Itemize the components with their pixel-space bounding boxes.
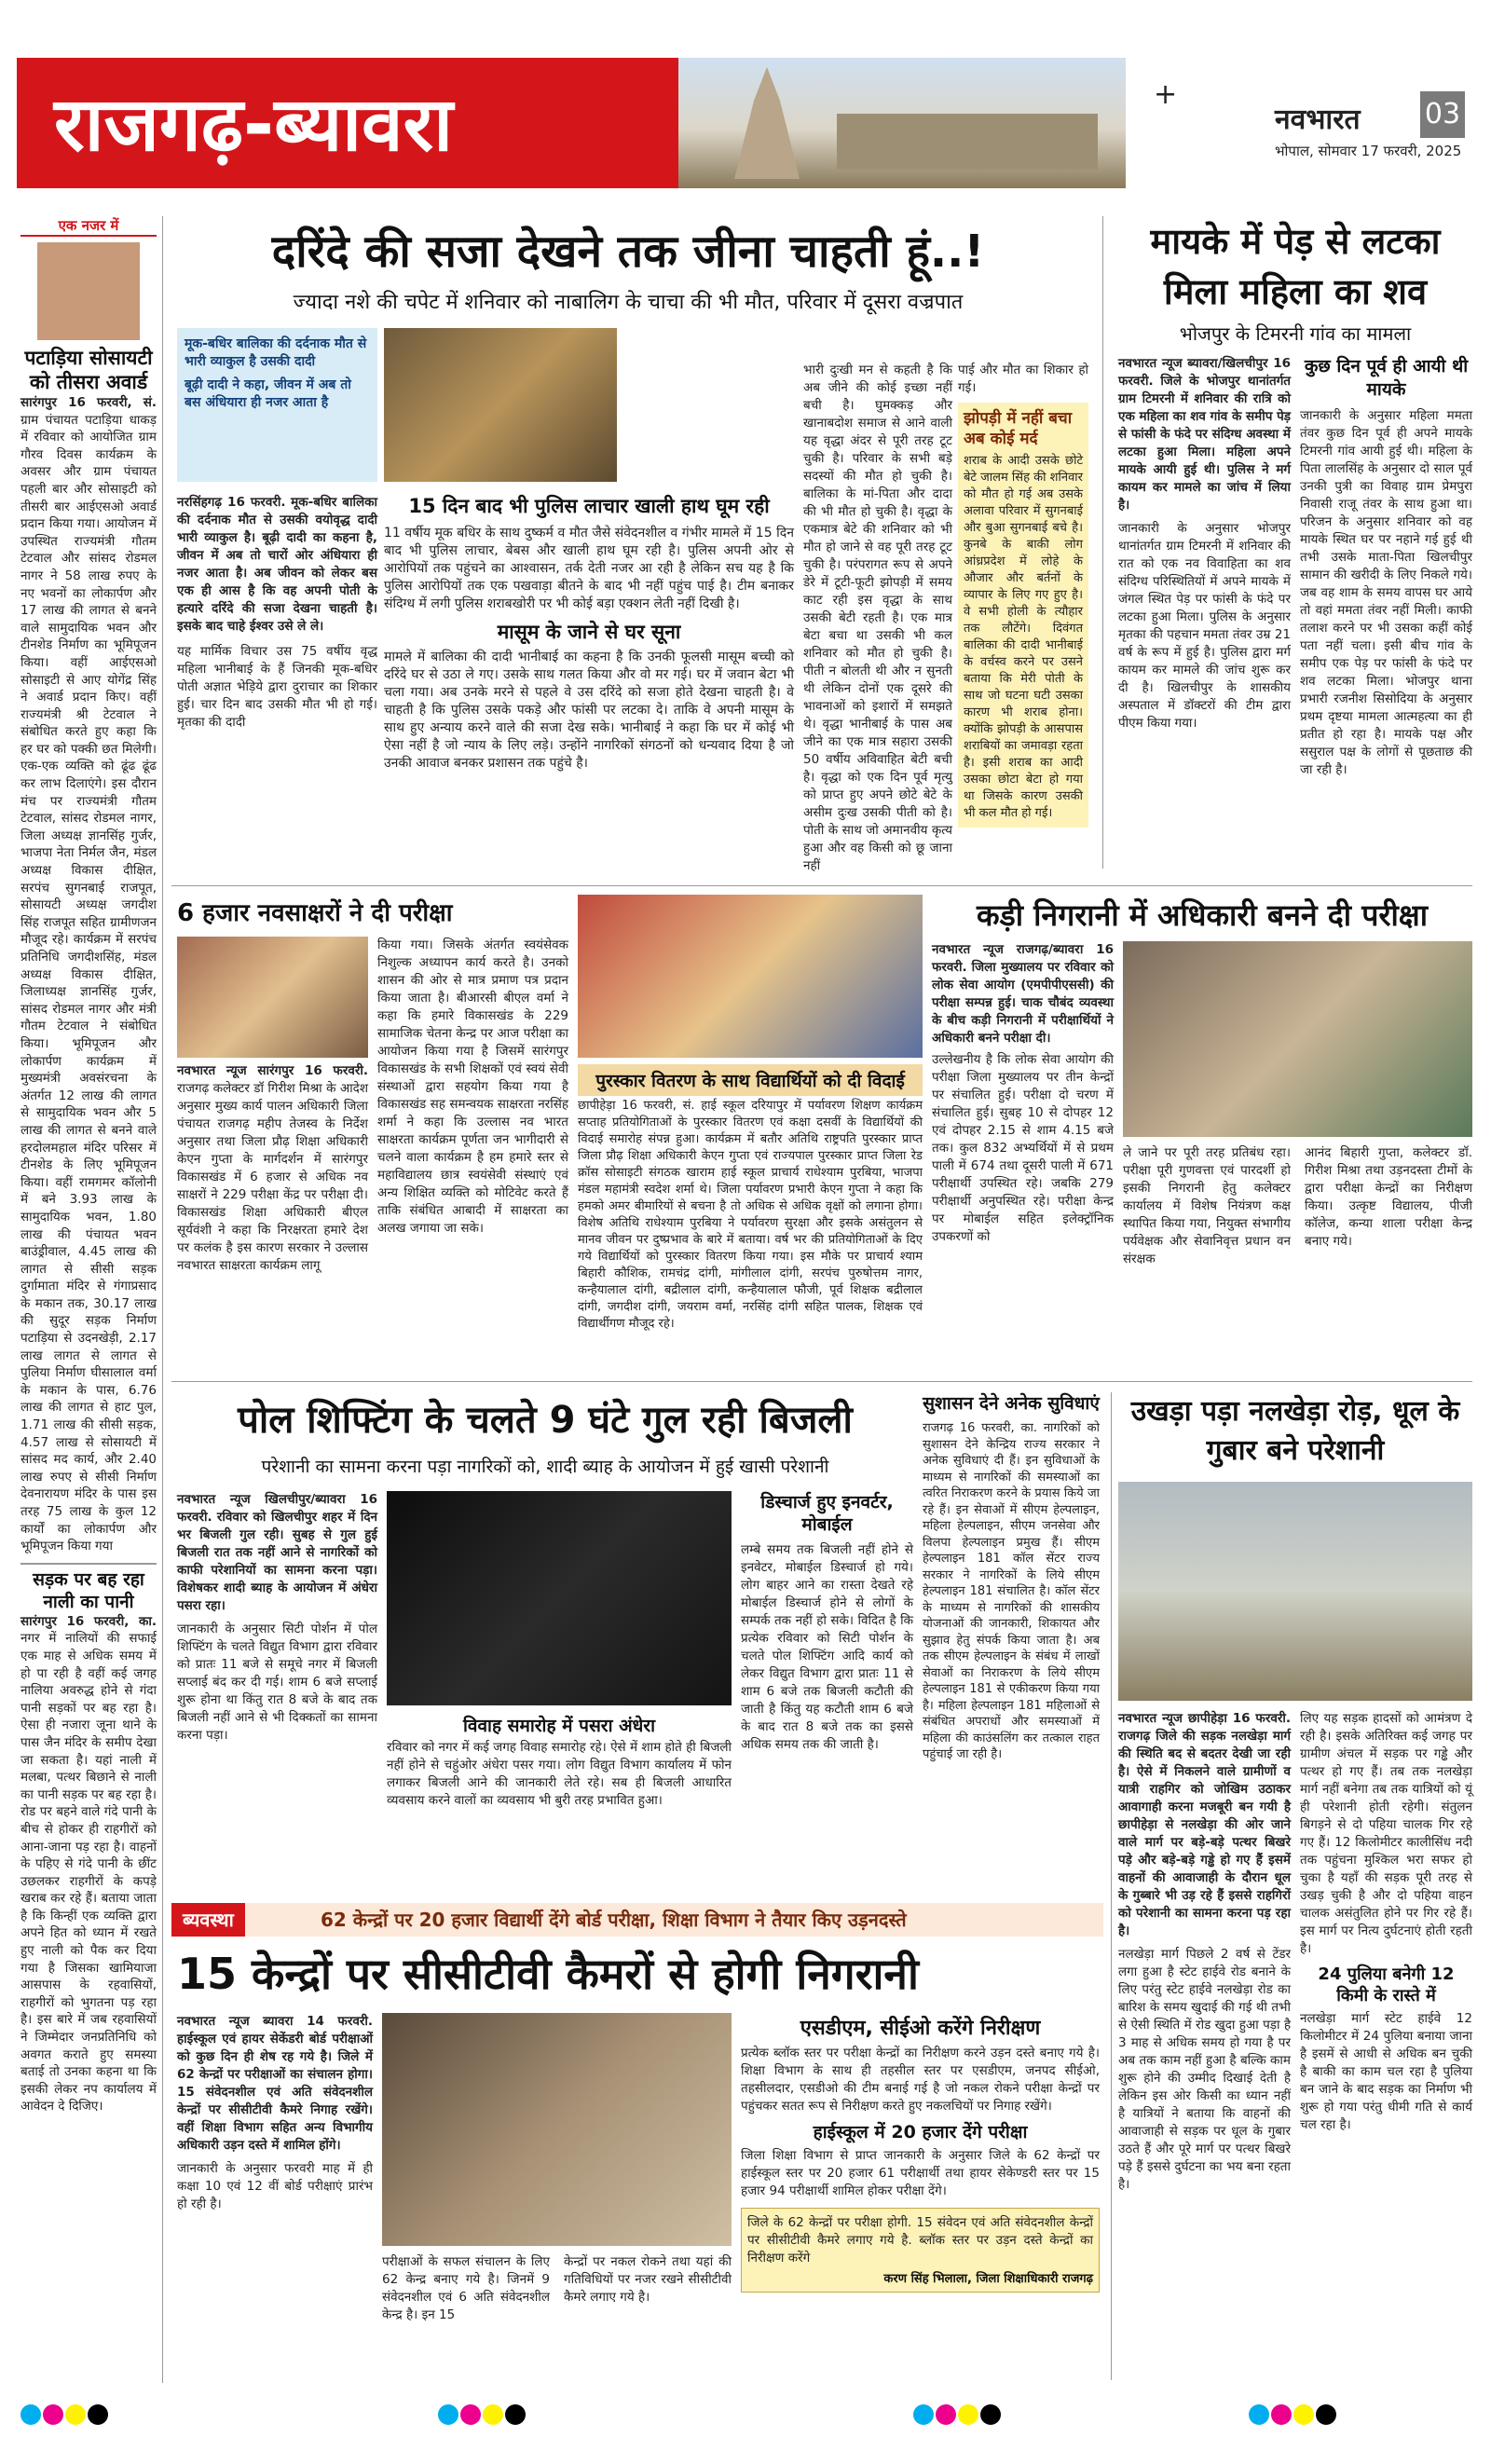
row-rule [171,885,1472,886]
board-kicker: 62 केन्द्रों पर 20 हजार विद्यार्थी देंगे बोर्ड परीक्षा, शिक्षा विभाग ने तैयार किए उड़नदस्ते [321,1909,907,1931]
power-side-head: डिस्चार्ज हुए इनवर्टर, मोबाईल [760,1492,894,1535]
left-sub-body: सारंगपुर 16 फरवरी, का. नगर में नालियों की सफाई एक माह से अधिक समय में हो पा रही है वहीं कई जगह नालिया अवरुद्ध होने से गंदा पानी सड़कों पर बह रहा है। ऐसा ही नजारा जूना थाने के पास जैन मंदिर के समीप देखा जा सकता है। यहां नाली में मलबा, पत्थर बिछाने से नाली का पानी सड़क पर बह रहा है। रोड पर बहने वाले गंदे पानी के बीच से होकर ही राहगीरों को आना-जाना पड़ रहा है। वाहनों के पहिए से गंदे पानी के छींट उछलकर राहगीरों के कपड़े खराब कर रहे हैं। बताया जाता है कि किन्हीं एक व्यक्ति द्वारा अपने हित को ध्यान में रखते हुए नाली को पैक कर दिया गया है जिसका खामियाजा आसपास के रहवासियों, राहगीरों को भुगतना पड़ रहा है। इस बारे में जब रहवासियों ने जिम्मेदार जनप्रतिनिधि को अवगत कराते हुए समस्या बताई तो उनका कहना था कि इसकी लेकर नप कार्यालय में आवेदन दे दिजिए। [21,1613,157,2115]
road-headline: उखड़ा पड़ा नलखेड़ा रोड़, धूल के गुबार बने परेशानी [1130,1395,1460,1467]
lead-sub1: 15 दिन बाद भी पुलिस लाचार खाली हाथ घूम रही [408,495,770,517]
column-rule [1102,216,1103,869]
left-headline: पटाड़िया सोसायटी को तीसरा अवार्ड [24,347,153,393]
board-headline: 15 केन्द्रों पर सीसीटीवी कैमरों से होगी निगरानी [177,1949,919,1999]
board-quote: जिले के 62 केन्द्रों पर परीक्षा होगी. 15 संवेदन एवं अति संवेदनशील केन्द्रों पर सीसीटीवी कैमरे लगाए गये है. ब्लॉक स्तर पर उड़न दस्ते केन्द्रों का निरीक्षण करेंगे करण सिंह भिलाला, जिला शिक्षाधिकारी राजगढ़ [741,2208,1100,2293]
color-registration-marks [438,2404,578,2429]
page-number: 03 [1420,91,1465,138]
power-photo [387,1491,732,1705]
power-col1: नवभारत न्यूज खिलचीपुर/ब्यावरा 16 फरवरी. रविवार को खिलचीपुर शहर में दिन भर बिजली गुल रही। सुबह से गुल हुई बिजली रात तक नहीं आने से नागरिकों को काफी परेशानियों का सामना करना पड़ा। विशेषकर शादी ब्याह के आयोजन में अंधेरा पसरा रहा। जानकारी के अनुसार सिटी पोर्शन में पोल शिफ्टिंग के चलते विद्युत विभाग द्वारा रविवार को प्रातः 11 बजे से समूचे नगर में बिजली सप्लाई बंद कर दी गई। शाम 6 बजे सप्लाई शुरू होना था किंतु रात 8 बजे के बाद तक बिजली नहीं आने से भी दिक्कतों का सामना करना पड़ा। [177,1492,377,1743]
color-registration-marks [1249,2404,1388,2429]
left-column [21,216,157,2115]
board-tag: ब्यवस्था [171,1903,245,1937]
officer-col2: ले जाने पर पूरी तरह प्रतिबंध रहा। परीक्षा पूरी गुणवत्ता एवं पारदर्शी हो इसकी निगरानी हेतु कलेक्टर कार्यालय में विशेष नियंत्रण कक्ष स्थापित किया गया, नियुक्त संभागीय पर्यवेक्षक और सेवानिवृत्त प्रधान वन संरक्षक [1123,1145,1291,1266]
color-registration-marks [913,2404,1053,2429]
lead-yellow-box: झोपड़ी में नहीं बचा अब कोई मर्द शराब के आदी उसके छोटे बेटे जालम सिंह की शनिवार को मौत हो गई अब उसके अलावा परिवार में सुगनबाई और बुआ सुगनबाई बचे है। कुनबे के बाकी लोग आंध्रप्रदेश में लोहे के औजार और बर्तनों के व्यापार के लिए गए हुए है। वे सभी होली के त्यौहार तक लौटेंगे। दिवंगत बालिका की दादी भानीबाई के वर्चस्व करने पर उसने बताया कि मेरी पोती के साथ जो घटना घटी उसका कारण भी शराब होना। क्योंकि झोपड़ी के आसपास शराबियों का जमावड़ा रहता है। इसी शराब का आदी उसका छोटा बेटा हो गया था जिसके कारण उसकी भी कल मौत हो गई। [958,403,1088,828]
lead-sub2: मासूम के जाने से घर सूना [497,621,681,643]
right-top-deck: भोजपुर के टिमरनी गांव का मामला [1179,322,1412,345]
officer-headline: कड़ी निगरानी में अधिकारी बनने दी परीक्षा [977,897,1428,933]
section-title: राजगढ़-ब्यावरा [54,81,453,168]
board-kicker-bar [171,1903,1103,1937]
board-col1: नवभारत न्यूज ब्यावरा 14 फरवरी. हाईस्कूल एवं हायर सेकेंडरी बोर्ड परीक्षाओं को कुछ दिन ही शेष रह गये है। जिले में 62 केन्द्रों पर परीक्षाओं का संचालन होगा। 15 संवेदनशील एवं अति संवेदनशील केन्द्रों पर सीसीटीवी कैमरे निगाह रखेंगे। वहीं शिक्षा विभाग सहित अन्य विभागीय अधिकारी उड़न दस्ते में शामिल होंगे। जानकारी के अनुसार फरवरी माह में ही कक्षा 10 एवं 12 वीं बोर्ड परीक्षाएं प्रारंभ हो रही है। [177,2014,373,2211]
board-col2: परीक्षाओं के सफल संचालन के लिए 62 केन्द्र बनाए गये है। जिनमें 9 संवेदनशील एवं 6 अति संवेदनशील केन्द्र है। इन 15 [382,2254,550,2322]
power-caption: विवाह समारोह में पसरा अंधेरा [462,1716,655,1736]
power-side: डिस्चार्ज हुए इनवर्टर, मोबाईल लम्बे समय तक बिजली नहीं होने से इनवेटर, मोबाईल डिस्चार्ज हो गये। लोग बाहर आने का रास्ता देखते रहे मोबाईल डिस्चार्ज होने से लोगों के सम्पर्क तक नहीं हो सके। विदित है कि प्रत्येक रविवार को सिटी पोर्शन के चलते पोल शिफ्टिंग आदि कार्य को लेकर विद्युत विभाग द्वारा प्रातः 11 से शाम 6 बजे तक बिजली कटौती की जाती है किंतु यह कटौती शाम 6 बजे के बाद रात 8 बजे तक का इससे अधिक समय तक की जाती है। [741,1492,913,1752]
literacy-col2: किया गया। जिसके अंतर्गत स्वयंसेवक निशुल्क अध्यापन कार्य करते है। उनको शासन की ओर से मात्र प्रमाण पत्र प्रदान किया जाता है। बीआरसी बीएल वर्मा ने कहा कि हमारे विकासखंड के 229 सामाजिक चेतना केन्द्र पर आज परीक्षा का आयोजन किया गया है जिसमें सारंगपुर विकासखंड के सभी शिक्षकों एवं स्वयं सेवी संस्थाओं द्वारा सहयोग किया गया है विकासखंड सह समन्वयक साक्षरता नरसिंह शर्मा ने कहा कि उल्लास नव भारत साक्षरता कार्यक्रम पूर्णता जन भागीदारी से चलने वाला कार्यक्रम है हम हमारे स्तर से महाविद्यालय छात्र स्वयंसेवी संस्थाएं एवं अन्य शिक्षित व्यक्ति को मोटिवेट करते हैं ताकि संबंधित आबादी में साक्षरता का अलख जगाया जा सके। [377,938,568,1236]
power-headline: पोल शिफ्टिंग के चलते 9 घंटे गुल रही बिजली [238,1399,853,1442]
officer-col3: आनंद बिहारी गुप्ता, कलेक्टर डॉ. गिरीश मिश्रा तथा उड़नदस्ता टीमों के द्वारा परीक्षा केन्द्रों का निरीक्षण किया। उत्कृष्ट विद्यालय, पीजी कॉलेज, कन्या शाला परीक्षा केन्द्र बनाए गये। [1305,1145,1472,1249]
column-tag: एक नजर में [21,216,157,237]
literacy-headline: 6 हजार नवसाक्षरों ने दी परीक्षा [177,899,453,927]
prize-headline: पुरस्कार वितरण के साथ विद्यार्थियों को दी विदाई [578,1064,923,1096]
crop-mark-icon: + [1154,78,1178,111]
road-col2: लिए यह सड़क हादसों को आमंत्रण दे रही है। इसके अतिरिक्त कई जगह पर ग्रामीण अंचल में सड़क पर गड्ढे और पत्थर हो गए हैं। तब तक नलखेड़ा मार्ग नहीं बनेगा तब तक यात्रियों को यूं ही परेशानी होती रहेगी। संतुलन बिगड़ने से दो पहिया चालक गिर रहे गए हैं। 12 किलोमीटर कालीसिंध नदी तक पहुंचना मुश्किल भरा सफर हो चुका है यहाँ की सड़क पूरी तरह से उखड़ चुकी है और दो पहिया वाहन चालक असंतुलित होने पर गिर रहे हैं। इस मार्ग पर नित्य दुर्घटनाएं होती रहती है। 24 पुलिया बनेगी 12 किमी के रास्ते में नलखेड़ा मार्ग स्टेट हाईवे 12 किलोमीटर में 24 पुलिया बनाया जाना है इसमें से आधी से अधिक बन चुकी है बाकी का काम चल रहा है पुलिया बन जाने के बाद सड़क का निर्माण भी शुरू हो गया परंतु धीमी गति से कार्य चल रहा है। [1300,1711,1472,2132]
lead-photo [384,328,617,482]
lead-col3: भारी दुःखी मन से कहती है कि अब जीने की कोई इच्छा नहीं बची है। घुमक्कड़ और खानाबदोश समाज से आने वाली यह वृद्धा अंदर से पूरी तरह टूट चुकी है। परिवार के सभी बड़े सदस्यों की मौत हो चुकी है। बालिका के मां-पिता और दादा की भी मौत हो चुकी है। वृद्धा के एकमात्र बेटे की शनिवार को भी मौत हो जाने से वह पूरी तरह टूट चुकी है। परंपरागत रूप से अपने डेरे में टूटी-फूटी झोपड़ी में समय काट रही इस वृद्धा के साथ उसकी बेटी रहती है। एक मात्र बेटा बचा था उसकी भी कल शनिवार को मौत हो चुकी है। पीती न बोलती थी और न सुनती थी लेकिन दोनों एक दूसरे की भावनाओं को इशारों में समझते थे। वृद्धा भानीबाई के पास अब जीने का एक मात्र सहारा उसकी 50 वर्षीय अविवाहित बेटी बची है। वृद्धा को एक दिन पूर्व मृत्यु को प्राप्त हुए अपने छोटे बेटे के असीम दुःख उसकी पीती को है। पोती के साथ जो अमानवीय कृत्य हुआ और वह किसी को छू जाना नहीं [803,363,952,873]
lead-col2: 15 दिन बाद भी पुलिस लाचार खाली हाथ घूम रही 11 वर्षीय मूक बधिर के साथ दुष्कर्म व मौत जैसे संवेदनशील व गंभीर मामले में 15 दिन बाद भी पुलिस लाचार, बेबस और खाली हाथ घूम रही है। पुलिस अपनी ओर से आरोपियों तक पहुंचने का आश्वासन, तर्क देती नजर आ रही है लेकिन सच यह है कि पुलिस आरोपियों तक एक पखवाड़ा बीतने के बाद भी नहीं पहुंच पाई है। टीम बनाकर संदिग्ध में लगी पुलिस शराबखोरी पर भी कोई बड़ा एक्शन लेती नहीं दिखी है। मासूम के जाने से घर सूना मामले में बालिका की दादी भानीबाई का कहना है कि उनकी फूलसी मासूम बच्ची को दरिंदे घर से उठा ले गए। उसके साथ गलत किया और वो मर गई। घर में जवान बेटा भी चला गया। अब उनके मरने से पहले वे उस दरिंदे को सजा होते देखना चाहती है। वे चाहती है कि पुलिस उसके पकड़े और फांसी पर लटका दे। ताकि वे अपनी मासूम के साथ हुए अन्याय करने वाले की सजा देख सके। भानीबाई ने कहा कि घर में कोई भी ऐसा नहीं है जो न्याय के लिए लड़े। उन्होंने नागरिकों संगठनों को धन्यवाद दिया है जो उनकी आवाज बनकर प्रशासन तक पहुंचे है। [384,495,794,771]
right-top-story: मायके में पेड़ से लटका मिला महिला का शव भोजपुर के टिमरनी गांव का मामला नवभारत न्यूज ब्यावरा/खिलचीपुर 16 फरवरी. जिले के भोजपुर थानांतर्गत ग्राम टिमरनी में शनिवार की रात्रि को एक महिला का शव गांव के समीप पेड़ से फांसी के फंदे पर संदिग्ध अवस्था में लटका हुआ मिला। महिला अपने मायके आयी हुई थी। पुलिस ने मर्ग कायम कर मामले का जांच में लिया है। जानकारी के अनुसार भोजपुर थानांतर्गत ग्राम टिमरनी में शनिवार की रात को एक नव विवाहिता का शव संदिग्ध परिस्थितियों में अपने मायके में जंगल स्थित पेड़ पर फांसी के फंदे पर लटका हुआ मिला। पुलिस के अनुसार मृतका की पहचान ममता तंवर उम्र 21 वर्ष के रूप में हुई है। पुलिस द्वारा मर्ग कायम कर मामले की जांच शुरू कर दी है। खिलचीपुर के शासकीय अस्पताल में डॉक्टरों की टीम द्वारा पीएम किया गया। कुछ दिन पूर्व ही आयी थी मायके जानकारी के अनुसार महिला ममता तंवर कुछ दिन पूर्व ही अपने मायके टिमरनी गांव आयी हुई थी। महिला के पिता लालसिंह के अनुसार दो साल पूर्व उनकी पुत्री का विवाह ग्राम प्रेमपुरा निवासी राजू तंवर के साथ हुआ था। परिजन के अनुसार शनिवार को वह मायके स्थित घर पर नहाने गई हुई थी तभी उसके माता-पिता खिलचीपुर सामान की खरीदी के लिए निकले गये। जब वह शाम के समय वापस घर आये तो वहां ममता तंवर नहीं मिली। काफी तलाश करने पर भी उसका कहीं कोई पता नहीं चला। इसी बीच गांव के समीप एक पेड़ पर फांसी के फंदे पर शव लटका मिला। भोजपुर थाना प्रभारी रजनीश सिसोदिया के अनुसार प्रथम दृष्टया मामला आत्महत्या का ही प्रतीत हो रहा है। मायके पक्ष और ससुराल पक्ष के लोगों से पूछताछ की जा रही है। [1118,216,1472,779]
column-rule [162,216,163,2383]
board-sub: हाईस्कूल में 20 हजार देंगे परीक्षा [813,2122,1028,2142]
facility-headline: सुशासन देने अनेक सुविधाएं [923,1393,1100,1414]
brand-name: नवभारत [1275,103,1361,136]
left-body: सारंगपुर 16 फरवरी, सं. ग्राम पंचायत पटाड़िया धाकड़ में रविवार को आयोजित ग्राम गौरव दिवस कार्यक्रम के अवसर और ग्राम पंचायत पहली बार और सोसाइटी को तीसरी बार आईएसओ अवार्ड प्रदान किया गया। आयोजन में उपस्थित राज्यमंत्री गौतम टेटवाल और सांसद रोडमल नागर ने 58 लाख रुपए के नए भवनों का लोकार्पण और 17 लाख की लागत से बनने वाले सामुदायिक भवन और टीनशेड निर्माण का भूमिपूजन किया। वहीं आईएसओ सोसाइटी से आए योगेंद्र सिंह ने अवार्ड प्रदान किए। वहीं राज्यमंत्री श्री टेटवाल ने संबोधित करते हुए कहा कि हर घर को पक्की छत मिलेगी। एक-एक व्यक्ति को ढूंढ ढूंढ कर लाभ दिलाएंगे। इस दौरान मंच पर राज्यमंत्री गौतम टेटवाल, सांसद रोडमल नागर, जिला अध्यक्ष ज्ञानसिंह गुर्जर, भाजपा नेता निर्मल जैन, मंडल अध्यक्ष विकास दीक्षित, सरपंच सुगनबाई राजपूत, सोसायटी अध्यक्ष जगदीश सिंह राजपूत सहित ग्रामीणजन मौजूद रहे। कार्यक्रम में सरपंच प्रतिनिधि जगदीशसिंह, मंडल अध्यक्ष विकास दीक्षित, जिलाध्यक्ष ज्ञानसिंह गुर्जर, सांसद रोडमल नागर और मंत्री गौतम टेटवाल ने संबोधित किया। भूमिपूजन और लोकार्पण कार्यक्रम में मुख्यमंत्री अवसंरचना के अंतर्गत 12 लाख की लागत से सामुदायिक भवन और 5 लाख की लागत से बनने वाले हरदोलमहाल मंदिर परिसर में टीनशेड के लिए भूमिपूजन किया। वहीं रामगमर कॉलोनी में बने 3.93 लाख के सामुदायिक भवन, 1.80 लाख की पंचायत भवन बाउंड्रीवाल, 4.45 लाख की लागत से सीसी सड़क दुर्गामाता मंदिर से गंगाप्रसाद के मकान तक, 30.17 लाख की सुदूर सड़क निर्माण पटाड़िया से उदनखेड़ी, 2.17 लाख लागत से लागत से पुलिया निर्माण घीसालाल वर्मा के मकान के पास, 6.76 लाख की लागत से हाट पुल, 1.71 लाख की सीसी सड़क, 4.57 लाख से सोसायटी में सांसद मद कार्य, और 2.40 लाख रुपए से सीसी निर्माण देवनारायण मंदिर के पास इस तरह 75 लाख के कुल 12 कार्यों का लोकार्पण और भूमिपूजन किया गया [21,395,157,1554]
literacy-photo [177,937,368,1058]
row-rule [171,1381,1472,1382]
lead-col4: पाई और मौत का शिकार हो गई। झोपड़ी में नहीं बचा अब कोई मर्द शराब के आदी उसके छोटे बेटे जालम सिंह की शनिवार को मौत हो गई अब उसके अलावा परिवार में सुगनबाई और बुआ सुगनबाई बचे है। कुनबे के बाकी लोग आंध्रप्रदेश में लोहे के औजार और बर्तनों के व्यापार के लिए गए हुए है। वे सभी होली के त्यौहार तक लौटेंगे। दिवंगत बालिका की दादी भानीबाई के वर्चस्व करने पर उसने बताया कि मेरी पोती के साथ जो घटना घटी उसका कारण भी शराब होना। क्योंकि झोपड़ी के आसपास शराबियों का जमावड़ा रहता है। इसी शराब का आदी उसका छोटा बेटा हो गया था जिसके कारण उसकी भी कल मौत हो गई। [958,362,1088,828]
road-sub: 24 पुलिया बनेगी 12 किमी के रास्ते में [1318,1964,1455,2005]
lead-deck: ज्यादा नशे की चपेट में शनिवार को नाबालिग के चाचा की भी मौत, परिवार में दूसरा वज्रपात [293,291,964,314]
road-photo [1118,1482,1472,1701]
left-sub-headline: सड़क पर बह रहा नाली का पानी [21,1563,157,1613]
officer-col1: नवभारत न्यूज राजगढ़/ब्यावरा 16 फरवरी. जिला मुख्यालय पर रविवार को लोक सेवा आयोग (एमपीपीएससी) की परीक्षा सम्पन्न हुई। चाक चौबंद व्यवस्था के बीच कड़ी निगरानी में परीक्षार्थियों ने अधिकारी बनने परीक्षा दी। उल्लेखनीय है कि लोक सेवा आयोग की परीक्षा जिला मुख्यालय पर तीन केन्द्रों पर संचालित हुई। परीक्षा दो चरण में संचालित हुई। सुबह 10 से दोपहर 12 एवं दोपहर 2.15 से शाम 4.15 बजे तक। कुल 832 अभ्यर्थियों में से प्रथम पाली में 674 तथा दूसरी पाली में 671 परीक्षार्थी उपस्थित रहे। जबकि 279 परीक्षार्थी अनुपस्थित रहे। परीक्षा केन्द्र पर मोबाईल सहित इलेक्ट्रॉनिक उपकरणों को [932,942,1114,1244]
officer-photo [1123,941,1472,1137]
board-col3: केन्द्रों पर नकल रोकने तथा यहां की गतिविधियों पर नजर रखने सीसीटीवी कैमरे लगाए गये है। [564,2254,732,2305]
board-side-head: एसडीएम, सीईओ करेंगे निरीक्षण [800,2017,1041,2040]
person-photo [37,242,140,340]
board-photo [382,2013,732,2246]
power-deck: परेशानी का सामना करना पड़ा नागरिकों को, शादी ब्याह के आयोजन में हुई खासी परेशानी [261,1457,829,1477]
color-registration-marks [21,2404,160,2429]
lead-headline: दरिंदे की सजा देखने तक जीना चाहती हूं..! [271,226,985,278]
literacy-col1: नवभारत न्यूज सारंगपुर 16 फरवरी. राजगढ़ कलेक्टर डॉ गिरीश मिश्रा के आदेश अनुसार मुख्य कार्य पालन अधिकारी जिला पंचायत राजगढ़ महीप तेजस्व के निर्देश अनुसार तथा जिला प्रौढ़ शिक्षा अधिकारी केएन गुप्ता के मार्गदर्शन में सारंगपुर विकासखंड में 6 हजार से अधिक नव साक्षरों ने 229 परीक्षा केंद्र पर परीक्षा दी। विकासखंड शिक्षा अधिकारी बीएल सूर्यवंशी ने कहा कि निरक्षरता हमारे देश पर कलंक है इस कारण सरकार ने उल्लास नवभारत साक्षरता कार्यक्रम लागू [177,1063,368,1273]
road-col1: नवभारत न्यूज छापीहेड़ा 16 फरवरी. राजगढ़ जिले की सड़क नलखेड़ा मार्ग की स्थिति बद से बदतर देखी जा रही है। ऐसे में निकलने वाले ग्रामीणों व यात्री राहगिर को जोखिम उठाकर आवागाही करना मजबूरी बन गयी है छापीहेड़ा से नलखेड़ा की ओर जाने वाले मार्ग पर बड़े-बड़े पत्थर बिखरे पड़े और बड़े-बड़े गड्ढे हो गए हैं इसमें वाहनों की आवाजाही के दौरान धूल के गुब्बारे भी उड़ रहे हैं इससे राहगिरों को परेशानी का सामना करना पड़ रहा है। नलखेड़ा मार्ग पिछले 2 वर्ष से टेंडर लगा हुआ है स्टेट हाईवे रोड बनाने के लिए परंतु स्टेट हाईवे नलखेड़ा रोड का बारिश के समय खुदाई की गई थी तभी से ऐसी स्थिति में रोड खुदा हुआ पड़ा है 3 माह से अधिक समय हो गया है पर अब तक काम नहीं हुआ है बल्कि काम शुरू होने की उम्मीद दिखाई देती है लेकिन इस ओर किसी का ध्यान नहीं है यात्रियों ने बताया कि वाहनों की आवाजाही से सड़क पर धूल के गुबार उठते हैं और पूरे मार्ग पर पत्थर बिखरे पड़े हैं इससे दुर्घटना का भय बना रहता है। [1118,1711,1291,2192]
column-rule [1111,1392,1112,2380]
dateline: भोपाल, सोमवार 17 फरवरी, 2025 [1275,143,1462,159]
prize-body: छापीहेड़ा 16 फरवरी, सं. हाई स्कूल दरियापुर में पर्यावरण शिक्षण कार्यक्रम सप्ताह प्रतियोगिताओं के पुरस्कार वितरण एवं कक्षा दसवीं के विद्यार्थियों की विदाई समारोह संपन्न हुआ। कार्यक्रम में बतौर अतिथि राष्ट्रपति पुरस्कार प्राप्त जिला प्रौढ़ शिक्षा अधिकारी केएन गुप्ता एवं राज्यपाल पुरस्कार प्राप्त जिला रेड क्रॉस सोसाइटी संगठक खाराम हाई स्कूल प्राचार्य राधेश्याम पुरबिया, भाजपा मंडल महामंत्री स्वदेश शर्मा थे। जिला पर्यावरण प्रभारी केएन गुप्ता ने कहा कि हमको अमर बीमारियों से बचना है तो अधिक से अधिक वृक्षों को लगाना होगा। विशेष अतिथि राधेश्याम पुरबिया ने पर्यावरण सुरक्षा और इसके असंतुलन से मानव जीवन पर दुष्प्रभाव के बारे में बताया। वर्ष भर की प्रतियोगिताओं के दिए गये विद्यार्थियों को पुरस्कार वितरण किया गया। इस मौके पर प्राचार्य श्याम बिहारी कौशिक, रामचंद्र दांगी, मांगीलाल दांगी, सरपंच पुरुषोत्तम नागर, कन्हैयालाल दांगी, बद्रीलाल दांगी, कन्हैयालाल फौजी, पूर्व शिक्षक बद्रीलाल दांगी, जगदीश दांगी, जयराम वर्मा, नरसिंह दांगी सहित पालक, शिक्षक एवं विद्यार्थीगण मौजूद रहे। [578,1099,923,1331]
board-side: एसडीएम, सीईओ करेंगे निरीक्षण प्रत्येक ब्लॉक स्तर पर परीक्षा केन्द्रों का निरीक्षण करने उड़न दस्ते बनाए गये है। शिक्षा विभाग के साथ ही तहसील स्तर पर एसडीएम, जनपद सीईओ, तहसीलदार, एसडीओ की टीम बनाई गई है जो नकल रोकने परीक्षा केन्द्रों पर पहुंचकर सतत रूप से निरीक्षण करते हुए नकलचियों पर निगाह रखेंगे। हाईस्कूल में 20 हजार देंगे परीक्षा जिला शिक्षा विभाग से प्राप्त जानकारी के अनुसार जिले के 62 केन्द्रों पर हाईस्कूल स्तर पर 20 हजार 61 परीक्षार्थी तथा हायर सेकेण्डरी स्तर पर 15 हजार 94 परीक्षार्थी शामिल होकर परीक्षा देंगे। जिले के 62 केन्द्रों पर परीक्षा होगी. 15 संवेदन एवं अति संवेदनशील केन्द्रों पर सीसीटीवी कैमरे लगाए गये है. ब्लॉक स्तर पर उड़न दस्ते केन्द्रों का निरीक्षण करेंगे करण सिंह भिलाला, जिला शिक्षाधिकारी राजगढ़ [741,2013,1100,2293]
right-top-headline: मायके में पेड़ से लटका मिला महिला का शव [1150,221,1441,312]
right-top-sub: कुछ दिन पूर्व ही आयी थी मायके [1304,356,1469,400]
prize-photo [578,895,923,1058]
power-caption-body: रविवार को नगर में कई जगह विवाह समारोह रहे। ऐसे में शाम होते ही बिजली नहीं होने से चहुंओर अंधेरा पसर गया। लोग विद्युत विभाग कार्यालय में फोन लगाकर बिजली आने की जानकारी लेते रहे। सब ही बिजली आधारित व्यवसाय करने वालों का व्यवसाय भी बुरी तरह प्रभावित हुआ। [387,1740,732,1808]
top-margin [0,0,1491,51]
facility-story: सुशासन देने अनेक सुविधाएं राजगढ़ 16 फरवरी, का. नागरिकों को सुशासन देने केन्द्रिय राज्य सरकार ने अनेक सुविधाएं दी हैं। इन सुविधाओं के माध्यम से नागरिकों की समस्याओं का त्वरित निराकरण करने के प्रयास किये जा रहे हैं। इन सेवाओं में सीएम हेल्पलाइन, महिला हेल्पलाइन, सीएम जनसेवा और विलपा हेल्पलाइन प्रमुख हैं। सीएम हेल्पलाइन 181 कॉल सेंटर राज्य सरकार ने नागरिकों के लिये सीएम हेल्पलाइन 181 संचालित है। कॉल सेंटर के माध्यम से नागरिकों की शासकीय योजनाओं की जानकारी, शिकायत और सुझाव हेतु संपर्क किया जाता है। अब तक सीएम हेल्पलाइन के संबंध में लाखों सेवाओं का निराकरण के लिये सीएम हेल्पलाइन 181 से एकीकरण किया गया है। महिला हेल्पलाइन 181 महिलाओं से संबंधित अपराधों और समस्याओं में महिला की काउंसलिंग कर तत्काल राहत पहुंचाई जा रही है। [923,1393,1100,1761]
lead-pullquote: मूक-बधिर बालिका की दर्दनाक मौत से भारी व्याकुल है उसकी दादी बूढ़ी दादी ने कहा, जीवन में अब तो बस अंधियारा ही नजर आता है [177,328,377,482]
masthead-photo [678,58,1126,188]
masthead [17,58,1474,188]
masthead-brand-area [1126,58,1474,188]
lead-col1: नरसिंहगढ़ 16 फरवरी. मूक-बधिर बालिका की दर्दनाक मौत से उसकी वयोवृद्ध दादी भारी व्याकुल है। बूढ़ी दादी का कहना है, जीवन में अब तो चारों ओर अंधियारा ही नजर आता है। अब जीवन को लेकर बस एक ही आस है कि वह अपनी पोती के हत्यारे दरिंदे की सजा देखना चाहती है। इसके बाद चाहे ईश्वर उसे ले ले। यह मार्मिक विचार उस 75 वर्षीय वृद्ध महिला भानीबाई के हैं जिनकी मूक-बधिर पोती अज्ञात भेड़िये द्वारा दुराचार का शिकार हुई। चार दिन बाद उसकी मौत भी हो गई। मृतका की दादी [177,495,378,730]
